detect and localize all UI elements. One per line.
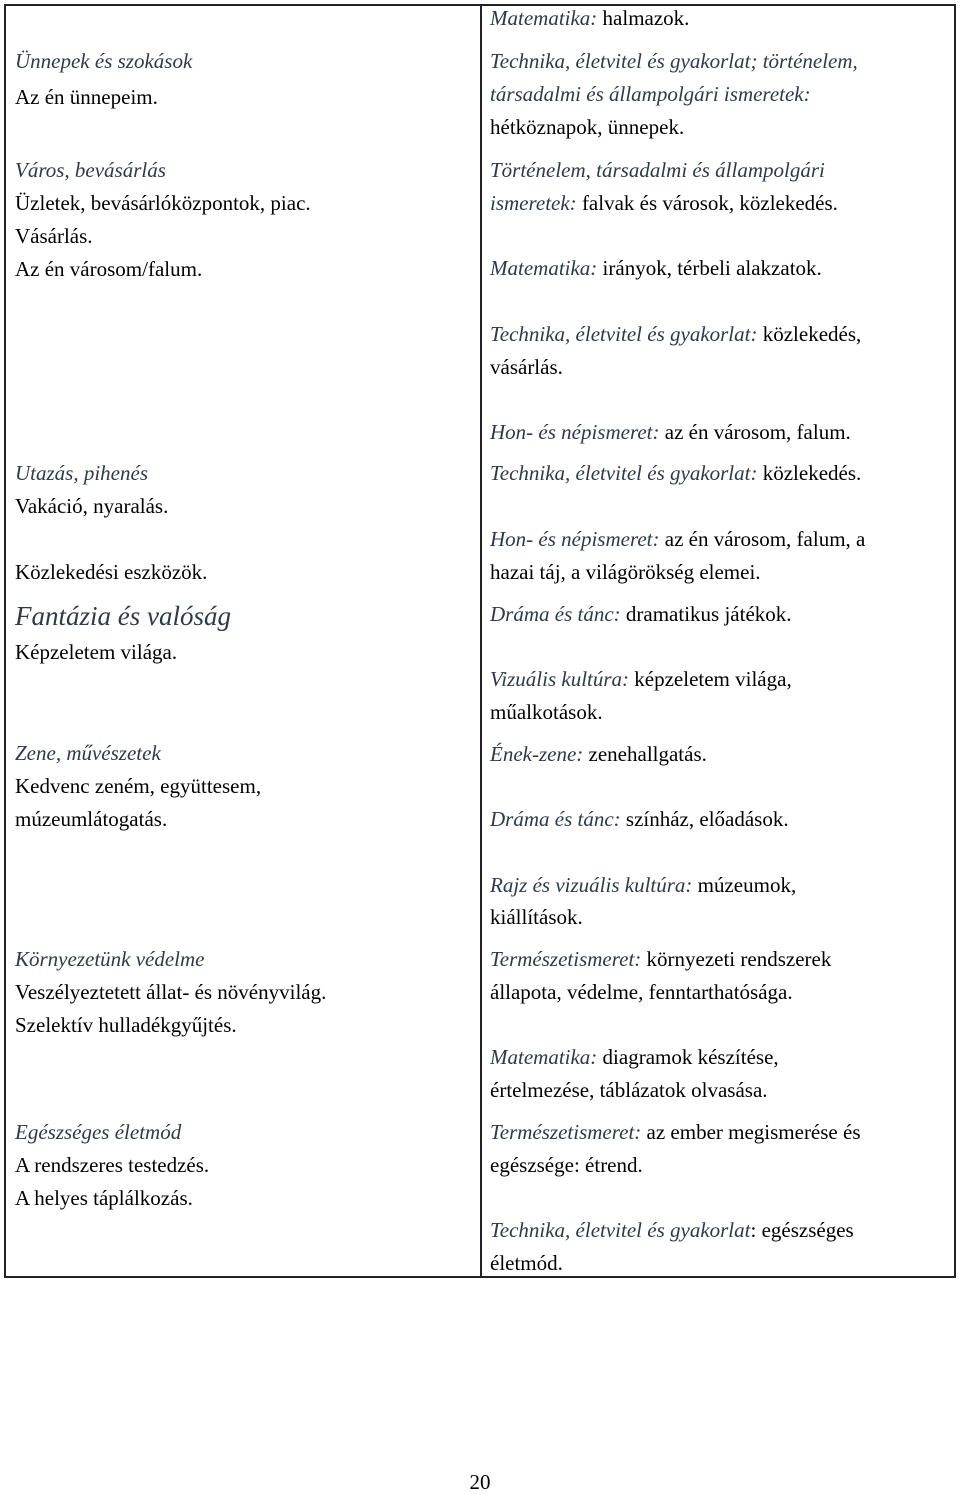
topic-line: Veszélyeztetett állat- és növényvilág. [15, 980, 327, 1004]
connection-entry [490, 420, 851, 444]
topic-line: Üzletek, bevásárlóközpontok, piac. [15, 191, 311, 215]
topic-line: Vakáció, nyaralás. [15, 494, 169, 518]
topic-line: múzeumlátogatás. [15, 807, 168, 831]
connection-entry [490, 873, 796, 897]
topic-line: Közlekedési eszközök. [15, 560, 208, 584]
connection-entry [490, 1218, 854, 1242]
subject-label: Dráma és tánc: [490, 807, 621, 831]
topic-line: Szelektív hulladékgyűjtés. [15, 1013, 237, 1037]
connection-entry [490, 667, 792, 691]
connection-text: környezeti rendszerek [641, 947, 832, 971]
connection-entry [490, 527, 865, 551]
connection-text: közlekedés. [757, 461, 862, 485]
connection-entry [490, 322, 861, 346]
topic-line: Kedvenc zeném, együttesem, [15, 774, 262, 798]
connection-entry [490, 807, 789, 831]
subject-label: Technika, életvitel és gyakorlat: [490, 322, 758, 346]
connection-text: diagramok készítése, [597, 1045, 779, 1069]
connection-text: az én városom, falum, a [659, 527, 866, 551]
topic-line: Képzeletem világa. [15, 640, 178, 664]
connection-text: állapota, védelme, fenntarthatósága. [490, 980, 793, 1004]
subject-label: társadalmi és állampolgári ismeretek: [490, 82, 811, 106]
connection-text: képzeletem világa, [629, 667, 792, 691]
topic-line: A rendszeres testedzés. [15, 1153, 210, 1177]
connection-entry [490, 256, 822, 280]
topic-title: Zene, művészetek [15, 741, 161, 765]
topic-title: Város, bevásárlás [15, 158, 166, 182]
connection-text: színház, előadások. [620, 807, 789, 831]
connection-text: halmazok. [597, 6, 690, 30]
connection-text: kiállítások. [490, 905, 583, 929]
connection-text: egészsége: étrend. [490, 1153, 643, 1177]
connection-text: : egészséges [750, 1218, 854, 1242]
connection-text: falvak és városok, közlekedés. [576, 191, 838, 215]
connection-text: dramatikus játékok. [620, 602, 792, 626]
subject-label: Hon- és népismeret: [490, 420, 660, 444]
connection-entry [490, 461, 861, 485]
connection-text: műalkotások. [490, 700, 603, 724]
topic-title: Környezetünk védelme [15, 947, 205, 971]
connection-text: hazai táj, a világörökség elemei. [490, 560, 761, 584]
subject-label: ismeretek: [490, 191, 577, 215]
subject-label: Hon- és népismeret: [490, 527, 660, 551]
topic-line: Az én ünnepeim. [15, 85, 158, 109]
connection-entry [490, 742, 707, 766]
connection-entry [490, 191, 838, 215]
connection-text: hétköznapok, ünnepek. [490, 115, 685, 139]
topic-line: A helyes táplálkozás. [15, 1186, 193, 1210]
connection-text: az én városom, falum. [659, 420, 851, 444]
connection-entry [490, 1045, 779, 1069]
connection-text: zenehallgatás. [583, 742, 707, 766]
subject-label: Technika, életvitel és gyakorlat; történelem, [490, 49, 858, 73]
topic-title: Ünnepek és szokások [15, 49, 193, 73]
topic-title: Utazás, pihenés [15, 461, 148, 485]
topic-line: Vásárlás. [15, 224, 93, 248]
page-number: 20 [469, 1470, 491, 1494]
connection-entry [490, 6, 689, 30]
column-divider [480, 6, 482, 1276]
topic-title: Fantázia és valóság [15, 601, 231, 631]
subject-label: Matematika: [490, 6, 598, 30]
connection-text: vásárlás. [490, 355, 563, 379]
connection-entry [490, 947, 831, 971]
connection-text: értelmezése, táblázatok olvasása. [490, 1078, 768, 1102]
subject-label: Technika, életvitel és gyakorlat [490, 1218, 751, 1242]
connection-entry [490, 602, 792, 626]
subject-label: Matematika: [490, 256, 598, 280]
subject-label: Természetismeret: [490, 947, 642, 971]
subject-label: Ének-zene: [490, 742, 584, 766]
subject-label: Technika, életvitel és gyakorlat: [490, 461, 758, 485]
connection-text: közlekedés, [757, 322, 862, 346]
connection-entry [490, 1120, 861, 1144]
subject-label: Természetismeret: [490, 1120, 642, 1144]
subject-label: Történelem, társadalmi és állampolgári [490, 158, 825, 182]
connection-text: az ember megismerése és [641, 1120, 861, 1144]
topic-title: Egészséges életmód [15, 1120, 182, 1144]
connection-text: életmód. [490, 1251, 563, 1275]
connection-text: irányok, térbeli alakzatok. [597, 256, 822, 280]
subject-label: Rajz és vizuális kultúra: [490, 873, 693, 897]
connection-text: múzeumok, [692, 873, 797, 897]
subject-label: Vizuális kultúra: [490, 667, 630, 691]
subject-label: Dráma és tánc: [490, 602, 621, 626]
subject-label: Matematika: [490, 1045, 598, 1069]
topic-line: Az én városom/falum. [15, 257, 203, 281]
